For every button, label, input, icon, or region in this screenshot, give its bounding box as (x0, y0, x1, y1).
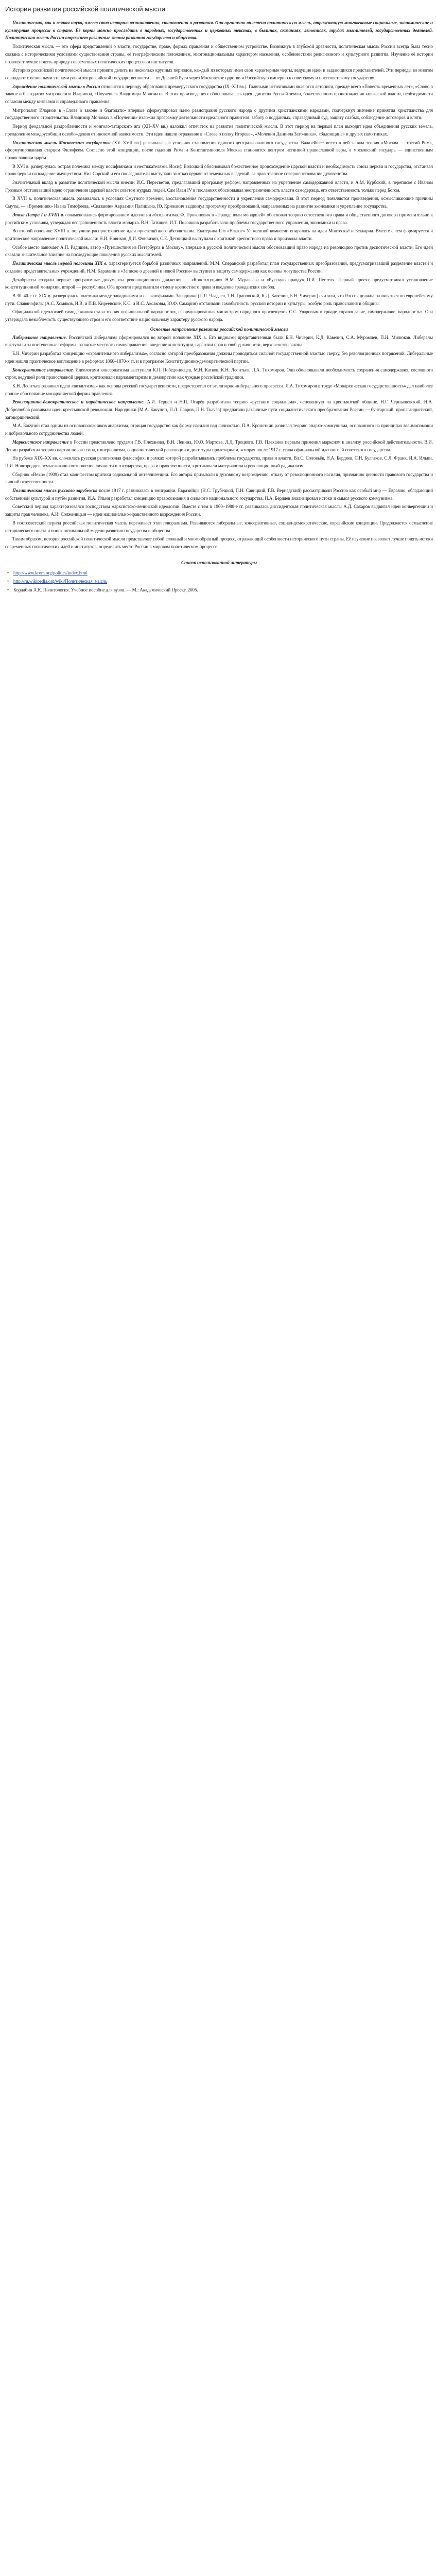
article-paragraph (5, 292, 433, 307)
paragraph-lead: Консервативное направление. (12, 367, 74, 372)
paragraph-text: после 1917 г. развивалась в эмиграции. Евразийцы (Н.С. Трубецкой, П.Н. Савицкий, Г.В. Вернадский) рассматривали Россию как особый мир — Евразию, обладающий собственной культурой и путём развития. И.А. Ильин разработал концепцию правосознания и сильного национального государства. Н.А. Бердяев анализировал истоки и смысл русского коммунизма. (5, 488, 433, 501)
reference-item[interactable] (5, 569, 433, 577)
paragraph-lead: Либеральное направление. (12, 334, 67, 340)
references-heading: Список использованной литературы (181, 560, 257, 565)
article-paragraph (5, 350, 433, 365)
paragraph-text: М.А. Бакунин стал одним из основоположников анархизма, отрицая государство как форму насилия над личностью. П.А. Кропоткин развивал теорию анархо-коммунизма, основанного на принципах взаимопомощи и добровольного сотрудничества людей. (5, 423, 433, 436)
article-paragraph (5, 227, 433, 242)
reference-text: Кордабин А.К. Политология. Учебное пособие для вузов. — М.: Академический Проект, 2005. (13, 587, 198, 593)
paragraph-lead: Зарождение политической мысли в России (12, 83, 100, 89)
article-paragraph (5, 163, 433, 178)
reference-link[interactable]: http://www.krom.org/politics/index.html (13, 570, 88, 575)
paragraph-text: характеризуется борьбой различных направлений. М.М. Сперанский разработал план государственных преобразований, предусматривавший разделение властей и создание представительных учреждений. Н.М. Карамзин в «Записке о древней и новой России» выступил в защиту самодержавия как основы могущества России. (5, 261, 433, 274)
article-paragraph (5, 422, 433, 437)
paragraph-text: Российский либерализм сформировался во второй половине XIX в. Его видными представителями были Б.Н. Чичерин, К.Д. Кавелин, С.А. Муромцев, П.Н. Милюков. Либералы выступали за постепенные реформы, развитие местного самоуправления, введение конституции, гарантии прав и свобод личности, верховенство закона. (5, 334, 433, 348)
article-paragraph (5, 83, 433, 106)
paragraph-text: Политическая мысль — это сфера представлений о власти, государстве, праве, формах правления и общественном устройстве. Возникнув в глубокой древности, политическая мысль России всегда была тесно связана с историческими условиями существования страны, её географическим положением, многонациональным характером населения, особенностями религиозного и культурного развития. Изучение её истории позволяет лучше понять природу современных политических процессов и институтов. (5, 44, 433, 64)
paragraph-text: ознаменовались формированием идеологии абсолютизма. Ф. Прокопович в «Правде воли монаршей» обосновал теорию естественного права и общественного договора применительно к российским условиям, утверждая неограниченность власти монарха. В.Н. Татищев, И.Т. Посошков разрабатывали проблемы государственного управления, экономики и права. (5, 212, 433, 225)
article-paragraph (5, 195, 433, 210)
bullet-icon: • (7, 587, 9, 593)
article-paragraph (5, 308, 433, 323)
paragraph-text: В XVII в. политическая мысль развивалась в условиях Смутного времени, восстановления государственности и укрепления самодержавия. В этот период появляются произведения, осмысливающие причины Смуты, — «Временник» Ивана Тимофеева, «Сказание» Авраамия Палицына. Ю. Крижанич выдвинул программу преобразований, направленных на развитие экономики и укрепление государства. (5, 196, 433, 209)
article-body (5, 43, 433, 551)
article-paragraph (5, 438, 433, 453)
paragraph-text: К.Н. Леонтьев развивал идею «византизма» как основы русской государственности, предостерегал от эгалитарно-либерального прогресса. Л.А. Тихомиров в труде «Монархическая государственность» дал наиболее полное обоснование монархической формы правления. (5, 383, 433, 396)
references-list (5, 569, 433, 594)
article-paragraph (5, 398, 433, 421)
paragraph-text: Идеологами консерватизма выступали К.П. Победоносцев, М.Н. Катков, К.Н. Леонтьев, Л.А. Тихомиров. Они обосновывали необходимость сохранения самодержавия, сословного строя, ведущей роли православной церкви, критиковали парламентаризм и демократию как чуждые российской традиции. (5, 367, 433, 380)
paragraph-text: Митрополит Иларион в «Слове о законе и благодати» впервые сформулировал идею равноправия русского народа с другими христианскими народами, подчеркнул значение принятия христианства для государственного строительства. Владимир Мономах в «Поучении» изложил программу деятельности идеального правителя: заботу о подданных, справедливый суд, защиту слабых, соблюдение договоров и клятв. (5, 107, 433, 121)
reference-item[interactable] (5, 578, 433, 585)
article-paragraph (5, 66, 433, 81)
paragraph-text: Значительный вклад в развитие политической мысли внесли И.С. Пересветов, предлагавший программу реформ, направленных на укрепление самодержавной власти, и А.М. Курбский, в переписке с Иваном Грозным отстаивавший идею ограничения царской власти советом мудрых людей. Сам Иван IV в посланиях обосновывал неограниченность власти самодержца, его ответственность только перед Богом. (5, 180, 433, 193)
article-paragraph (5, 519, 433, 534)
article-paragraph (5, 179, 433, 194)
article-paragraph (5, 211, 433, 226)
paragraph-text: Период феодальной раздробленности и монголо-татарского ига (XII–XV вв.) наложил отпечаток на развитие политической мысли. В этот период на первый план выходит идея объединения русских земель, преодоления междоусобиц и освобождения от иноземной зависимости. Эти идеи нашли отражение в «Слове о полку Игореве», «Молении Даниила Заточника», «Задонщине» и других памятниках. (5, 124, 433, 137)
article-paragraph (5, 107, 433, 122)
article-paragraph (5, 334, 433, 349)
article-paragraph (5, 276, 433, 291)
intro-paragraph: Политическая, как и всякая наука, имеет свою историю возникновения, становления и развития. Она органично вплетена политическую мысль, отражающую многовековые социальные, экономические и культурные процессы в стране. Её корни можно проследить в народных, государственных и церковных текстах, в былинах, сказаниях, летописях, трудах мыслителей, государственных деятелей. Политическая мысль России отражает различные этапы развития государства и общества. (5, 20, 433, 41)
paragraph-text: А.И. Герцен и Н.П. Огарёв разработали теорию «русского социализма», основанную на крестьянской общине. Н.Г. Чернышевский, Н.А. Добролюбов развивали идеи крестьянской революции. Народники (М.А. Бакунин, П.Л. Лавров, П.Н. Ткачёв) предлагали различные пути социалистического преобразования России — бунтарский, пропагандистский, заговорщический. (5, 399, 433, 420)
article-paragraph (5, 260, 433, 275)
paragraph-text: Во второй половине XVIII в. получили распространение идеи просвещённого абсолютизма. Екатерина II в «Наказе» Уложенной комиссии опиралась на идеи Монтескьё и Беккариа. Вместе с тем формируется и критическое направление политической мысли: Н.И. Новиков, Д.И. Фонвизин, С.Е. Десницкий выступали с критикой крепостного права и произвола власти. (5, 228, 433, 241)
paragraph-text: Историю российской политической мысли принято делить на несколько крупных периодов, каждый из которых имел свои характерные черты, ведущие идеи и выдающихся представителей. Эти периоды во многом совпадают с основными этапами развития российской государственности — от Древней Руси через Московское царство и Российскую империю к советскому и постсоветскому государству. (5, 67, 433, 80)
paragraph-lead: Политическая мысль первой половины XIX в. (12, 261, 108, 266)
article-paragraph (5, 503, 433, 518)
bullet-icon: • (7, 570, 9, 575)
paragraph-text: Официальной идеологией самодержавия стала теория «официальной народности», сформулированная министром народного просвещения С.С. Уваровым в триаде «православие, самодержавие, народность». Она утверждала незыблемость существующего строя и его соответствие национальному характеру русского народа. (5, 309, 433, 323)
paragraph-text: В 30–40-е гг. XIX в. развернулась полемика между западниками и славянофилами. Западники (П.Я. Чаадаев, Т.Н. Грановский, К.Д. Кавелин, Б.Н. Чичерин) считали, что Россия должна развиваться по европейскому пути. Славянофилы (А.С. Хомяков, И.В. и П.В. Киреевские, К.С. и И.С. Аксаковы, Ю.Ф. Самарин) отстаивали самобытность русской истории и культуры, особую роль православия и общины. (5, 293, 433, 306)
paragraph-text: Б.Н. Чичерин разработал концепцию «охранительного либерализма», согласно которой преобразования должны проводиться сильной государственной властью сверху, без революционных потрясений. Либеральные идеи нашли практическое воплощение в реформах 1860–1870-х гг. и в программе Конституционно-демократической партии. (5, 351, 433, 364)
article-paragraph (5, 382, 433, 397)
paragraph-lead: Революционно-демократическое и народническое направление. (12, 399, 145, 405)
paragraph-text: В XVI в. развернулась острая полемика между иосифлянами и нестяжателями. Иосиф Волоцкий обосновывал божественное происхождение царской власти и необходимость союза церкви и государства, отстаивал право церкви на владение имуществом. Нил Сорский и его последователи выступали за отказ церкви от земельных владений, за нравственное совершенствование духовенства. (5, 163, 433, 177)
article-paragraph (5, 454, 433, 469)
paragraph-lead: Марксистское направление (12, 439, 69, 445)
page (0, 0, 436, 605)
section-heading: Основные направления развития российской политической мысли (150, 326, 288, 332)
reference-item (5, 586, 433, 594)
paragraph-lead: Политическая мысль Московского государства (12, 140, 111, 145)
paragraph-text: в России представлено трудами Г.В. Плеханова, В.И. Ленина, Ю.О. Мартова, Л.Д. Троцкого. Г.В. Плеханов первым применил марксизм к анализу российской действительности. В.И. Ленин разработал теорию партии нового типа, империализма, социалистической революции и диктатуры пролетариата, которая после 1917 г. стала официальной идеологией советского государства. (5, 439, 433, 452)
paragraph-lead: Эпоха Петра I и XVIII в. (12, 212, 64, 217)
bullet-icon: • (7, 579, 9, 584)
article-paragraph (5, 535, 433, 550)
article-paragraph (5, 43, 433, 65)
paragraph-lead: Политическая мысль русского зарубежья (12, 488, 98, 494)
article-paragraph (5, 244, 433, 259)
article-paragraph (5, 471, 433, 486)
paragraph-text: Особое место занимает А.Н. Радищев, автор «Путешествия из Петербурга в Москву», впервые в русской политической мысли обосновавший право народа на революцию против деспотической власти. Его идеи оказали значительное влияние на последующие поколения русских мыслителей. (5, 244, 433, 258)
reference-link[interactable]: http://ru.wikipedia.org/wiki/Политическая_мысль (13, 579, 108, 584)
article-paragraph (5, 139, 433, 162)
paragraph-text: Декабристы создали первые программные документы революционного движения — «Конституцию» Н.М. Муравьёва и «Русскую правду» П.И. Пестеля. Первый проект предусматривал установление конституционной монархии, второй — республики. Оба проекта предполагали отмену крепостного права и введение гражданских свобод. (5, 277, 433, 290)
article-paragraph (5, 123, 433, 138)
article-paragraph (5, 487, 433, 502)
article-paragraph (5, 366, 433, 381)
paragraph-text: относится к периоду образования древнерусского государства (IX–XII вв.). Главными источниками являются летописи, прежде всего «Повесть временных лет», «Слово о законе и благодати» митрополита Илариона, «Поучение» Владимира Мономаха. В этих произведениях обосновывалась идея единства Русской земли, божественного происхождения княжеской власти, необходимости согласия между князьями и справедливого правления. (5, 83, 433, 105)
paragraph-text: (XV–XVII вв.) развивалась в условиях становления единого централизованного государства. Важнейшее место в ней заняла теория «Москва — третий Рим», сформулированная старцем Филофеем. Согласно этой концепции, после падения Рима и Константинополя Москва становится центром истинной православной веры, а московский государь — единственным православным царём. (5, 140, 433, 160)
paragraph-text: Сборник «Вехи» (1909) стал манифестом критики радикальной интеллигенции. Его авторы призывали к духовному возрождению, отказу от революционного насилия, признанию ценности правового государства и личной ответственности. (5, 471, 433, 485)
page-title: История развития российской политической мысли (5, 5, 165, 13)
paragraph-text: Таким образом, история российской политической мысли представляет собой сложный и многообразный процесс, отражающий особенности исторического пути страны. Её изучение позволяет лучше понять истоки современных политических идей и институтов, определить место России в мировом политическом процессе. (5, 536, 433, 549)
paragraph-text: В постсоветский период российская политическая мысль переживает этап плюрализма. Развиваются либеральные, консервативные, социал-демократические, евразийские концепции. Продолжается осмысление исторического опыта и поиск оптимальной модели развития государства и общества. (5, 520, 433, 533)
paragraph-text: Советский период характеризовался господством марксистско-ленинской идеологии. Вместе с тем в 1960–1980-е гг. развивалась диссидентская политическая мысль: А.Д. Сахаров выдвигал идеи конвергенции и защиты прав человека, А.И. Солженицын — идеи национально-нравственного возрождения России. (5, 504, 433, 517)
paragraph-text: На рубеже XIX–XX вв. сложилась русская религиозная философия, в рамках которой разрабатывались проблемы государства, права и власти. Вл.С. Соловьёв, Н.А. Бердяев, С.Н. Булгаков, С.Л. Франк, И.А. Ильин, П.И. Новгородцев осмысливали соотношение личности и государства, права и нравственности, критиковали материализм и революционный радикализм. (5, 455, 433, 468)
